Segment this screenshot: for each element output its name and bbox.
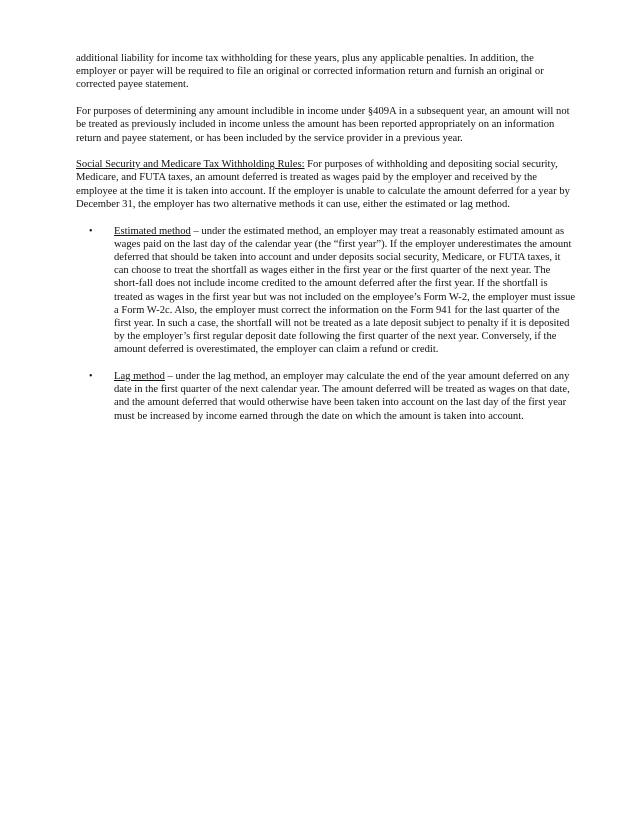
list-item-estimated-method — [76, 225, 576, 357]
paragraph-withholding-rules — [76, 158, 576, 211]
document-page — [76, 52, 576, 436]
paragraph-409a-inclusion: For purposes of determining any amount includible in income under §409A in a subsequent year, an amount will not be treated as previously included in income unless the amount has been reported appropriately on an information return and payee statement, or has been included by the service provider in a previous year. — [76, 106, 570, 144]
methods-list — [76, 225, 576, 423]
bullet-icon: • — [89, 225, 93, 237]
bullet-icon: • — [89, 371, 93, 383]
lag-method-text: – under the lag method, an employer may calculate the end of the year amount deferred on any date in the first quarter of the next calendar year. The amount deferred will be treated as wages on that date, and the amount deferred that would otherwise have been taken into account on the last day of the first year must be increased by income earned through the date on which the amount is taken into account. — [114, 371, 570, 422]
list-item-lag-method — [76, 370, 576, 423]
estimated-method-text: – under the estimated method, an employer may treat a reasonably estimated amount as wages paid on the last day of the calendar year (the “first year”). If the employer underestimates the amount deferred that should be taken into account and under deposits social security, Medicare, or FUTA taxes, it can choose to treat the shortfall as wages either in the first year or the first quarter of the next year. The short-fall does not include income credited to the amount deferred after the first year. If the shortfall is treated as wages in the first year but was not included on the employee’s Form W-2, the employer must issue a Form W-2c. Also, the employer must correct the information on the Form 941 for the last quarter of the first year. In such a case, the shortfall will not be treated as a late deposit subject to penalty if it is deposited by the employer’s first regular deposit date following the first quarter of the next year. Conversely, if the amount deferred is overestimated, the employer can claim a refund or credit. — [114, 225, 576, 356]
term-lag-method: Lag method — [114, 371, 165, 383]
term-estimated-method: Estimated method — [114, 225, 191, 237]
paragraph-liability: additional liability for income tax withholding for these years, plus any applicable penalties. In addition, the employer or payer will be required to file an original or corrected information return and furnish an original or corrected payee statement. — [76, 53, 544, 91]
section-body: For purposes of withholding and depositing social security, Medicare, and FUTA taxes, an amount deferred is treated as wages paid by the employer and received by the employee at the time it is taken into account. If the employer is unable to calculate the amount deferred for a year by December 31, the employer has two alternative methods it can use, either the estimated or lag method. — [76, 159, 570, 210]
section-heading: Social Security and Medicare Tax Withholding Rules: — [76, 159, 305, 171]
